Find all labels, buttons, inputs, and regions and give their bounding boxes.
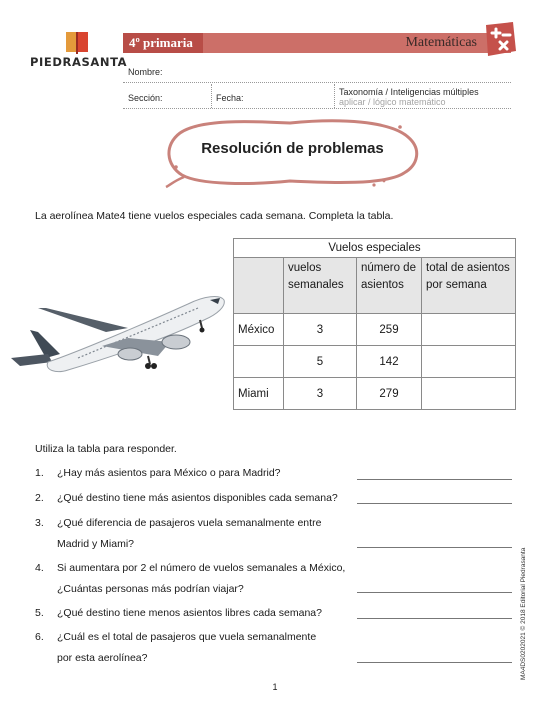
name-label: Nombre:: [128, 67, 163, 77]
page-title: Resolución de problemas: [201, 140, 384, 157]
intro-text: La aerolínea Mate4 tiene vuelos especiales cada semana. Completa la tabla.: [35, 210, 394, 222]
subject-label: Matemáticas: [405, 35, 477, 50]
question-text: ¿Cuántas personas más podrían viajar?: [57, 583, 244, 595]
taxonomy-label: Taxonomía / Inteligencias múltiples: [339, 87, 479, 97]
airplane-image: [8, 282, 230, 382]
question-number: 6.: [35, 631, 44, 643]
copyright-note: MA4DS0202021 © 2018 Editorial Piedrasanta: [520, 547, 527, 680]
date-label: Fecha:: [216, 93, 244, 103]
question-text: Madrid y Miami?: [57, 538, 135, 550]
question-text: ¿Qué diferencia de pasajeros vuela semanalmente entre: [57, 517, 322, 529]
total-cell[interactable]: [422, 314, 516, 346]
destination-cell: México: [234, 314, 284, 346]
destination-cell: Miami: [234, 378, 284, 410]
plus-minus-times-icon: [483, 21, 517, 57]
question-text: por esta aerolínea?: [57, 652, 148, 664]
total-cell[interactable]: [422, 378, 516, 410]
total-cell[interactable]: [422, 346, 516, 378]
table-header-flights: vuelos semanales: [284, 258, 357, 314]
question-number: 4.: [35, 562, 44, 574]
table-row: [234, 346, 516, 378]
section-date-field[interactable]: [123, 108, 511, 109]
seats-cell: 142: [357, 346, 422, 378]
name-field[interactable]: [123, 82, 511, 83]
answer-line[interactable]: [357, 479, 512, 480]
answer-line[interactable]: [357, 662, 512, 663]
seats-cell: 259: [357, 314, 422, 346]
answer-line[interactable]: [357, 503, 512, 504]
flights-cell: 3: [284, 314, 357, 346]
answer-line[interactable]: [357, 592, 512, 593]
section-label: Sección:: [128, 93, 163, 103]
question-text: ¿Cuál es el total de pasajeros que vuela semanalmente: [57, 631, 317, 643]
flights-cell: 3: [284, 378, 357, 410]
table-header-seats: número de asientos: [357, 258, 422, 314]
question-text: ¿Hay más asientos para México o para Madrid?: [57, 467, 281, 479]
answer-line[interactable]: [357, 547, 512, 548]
form-divider: [211, 84, 212, 108]
answer-line[interactable]: [357, 618, 512, 619]
piedrasanta-book-logo-icon: [63, 30, 93, 56]
table-header-blank: [234, 258, 284, 314]
taxonomy-value: aplicar / lógico matemático: [339, 97, 446, 107]
table-header-total: total de asientos por semana: [422, 258, 516, 314]
flights-cell: 5: [284, 346, 357, 378]
table-row: [234, 378, 516, 410]
question-text: ¿Qué destino tiene menos asientos libres cada semana?: [57, 607, 322, 619]
page-number: 1: [272, 682, 278, 692]
table-caption: Vuelos especiales: [234, 239, 516, 258]
instructions-text: Utiliza la tabla para responder.: [35, 443, 177, 455]
form-divider: [334, 84, 335, 108]
destination-cell[interactable]: [234, 346, 284, 378]
question-number: 2.: [35, 492, 44, 504]
question-text: ¿Qué destino tiene más asientos disponibles cada semana?: [57, 492, 338, 504]
brand-name: PIEDRASANTA: [30, 55, 128, 69]
grade-label: 4º primaria: [123, 33, 203, 53]
seats-cell: 279: [357, 378, 422, 410]
question-number: 1.: [35, 467, 44, 479]
question-number: 3.: [35, 517, 44, 529]
question-text: Si aumentara por 2 el número de vuelos semanales a México,: [57, 562, 346, 574]
table-row: [234, 314, 516, 346]
flights-table: [233, 238, 516, 410]
question-number: 5.: [35, 607, 44, 619]
